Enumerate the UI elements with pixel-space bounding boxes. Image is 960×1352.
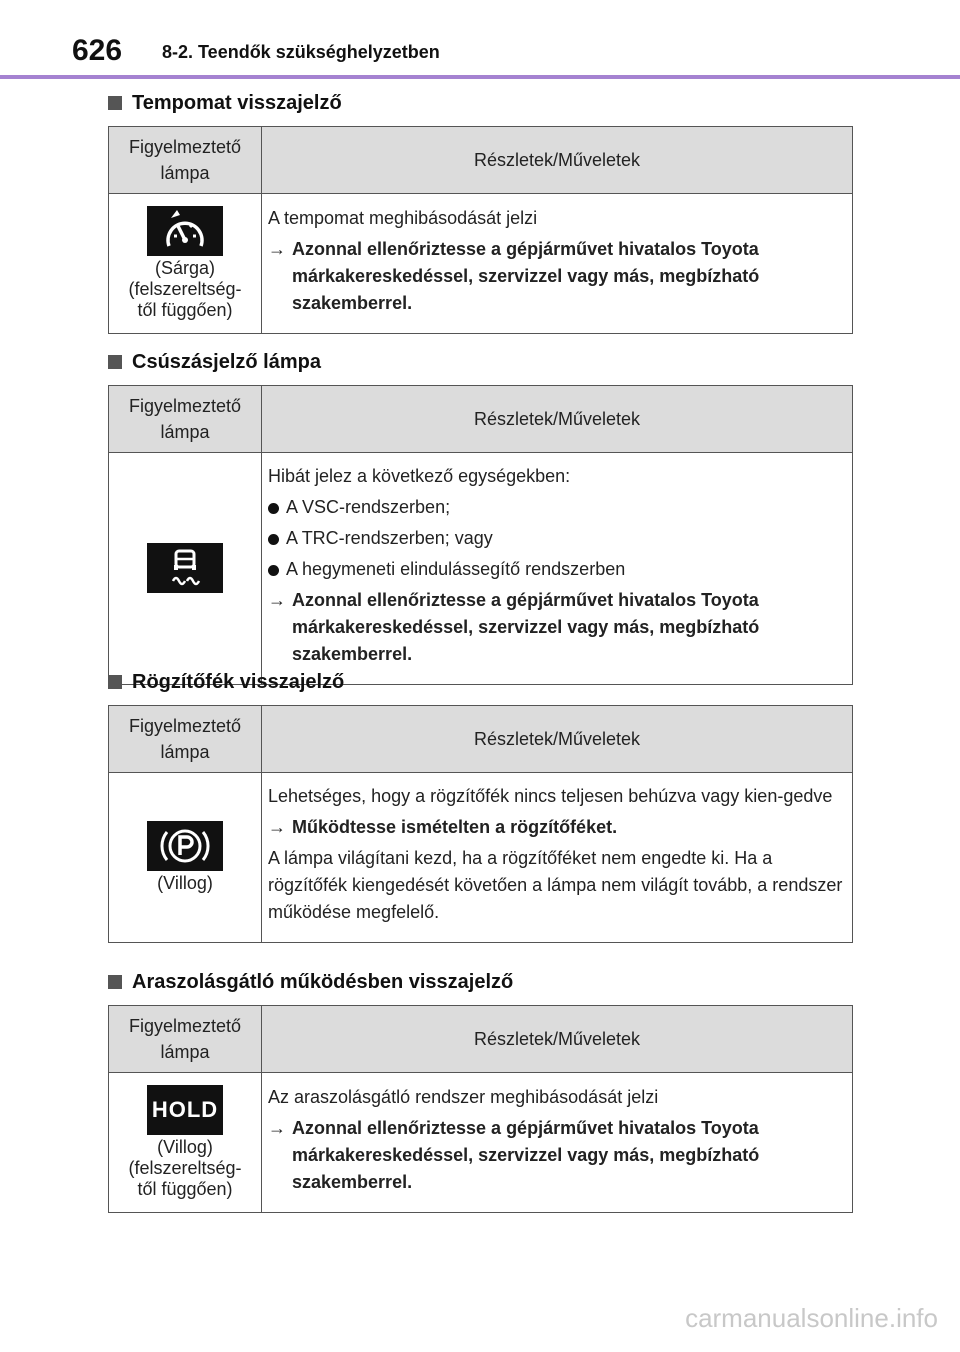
detail-text: A tempomat meghibásodását jelzi (268, 207, 538, 228)
detail-text: Hibát jelez a következő egységekben: (268, 466, 571, 486)
header-cell-lamp: Figyelmeztető lámpa (109, 386, 262, 453)
icon-cell: (Villog) (109, 773, 262, 943)
header-cell-lamp: Figyelmeztető lámpa (109, 1006, 262, 1073)
action-text: → Azonnal ellenőriztesse a gépjárművet hivatalos Toyota márkakereskedéssel, szervizzel vagy más, megbízható szakemberrel. (268, 1115, 844, 1196)
arrow-right-icon: → (268, 238, 286, 259)
section-title: Araszolásgátló működésben visszajelző (108, 971, 853, 1005)
list-item: A VSC-rendszerben; (268, 494, 844, 521)
detail-text: Az araszolásgátló rendszer meghibásodását jelzi (268, 1086, 659, 1107)
cruise-control-warning-icon (147, 206, 223, 256)
page-header (0, 0, 960, 80)
watermark: carmanualsonline.info (685, 1303, 938, 1333)
hold-indicator-icon (147, 1085, 223, 1135)
slip-indicator-icon (147, 543, 223, 593)
arrow-right-icon: → (268, 1117, 286, 1138)
parking-brake-icon (147, 821, 223, 871)
bullet-dot-icon (268, 565, 279, 576)
section-parking-brake (108, 671, 853, 943)
table-row (109, 1073, 853, 1213)
icon-cell: (Sárga) (felszereltség- től függően) (109, 194, 262, 334)
icon-cell: HOLD (Villog) (felszereltség- től függően) (109, 1073, 262, 1213)
table-row (109, 194, 853, 334)
table-row (109, 453, 853, 685)
bullet-dot-icon (268, 534, 279, 545)
detail-cell (262, 773, 853, 943)
arrow-right-icon: → (268, 590, 286, 610)
detail-cell (262, 453, 853, 685)
section-hold-indicator (108, 971, 853, 1213)
chapter-title: 8-2. Teendők szükséghelyzetben (162, 42, 440, 62)
arrow-right-icon: → (268, 817, 286, 837)
bullet-dot-icon (268, 503, 279, 514)
note-text: A lámpa világítani kezd, ha a rögzítőféket nem engedte ki. Ha a rögzítőfék kiengedését követően a lámpa nem világít tovább, a rendszer működése megfelelő. (268, 848, 843, 922)
square-bullet-icon (108, 96, 122, 110)
detail-cell (262, 1073, 853, 1213)
header-cell-details: Részletek/Műveletek (262, 1006, 853, 1073)
page-number: 626 (72, 34, 123, 67)
section-title: Rögzítőfék visszajelző (108, 671, 853, 705)
square-bullet-icon (108, 675, 122, 689)
section-slip-indicator (108, 351, 853, 685)
table-header-row (109, 127, 853, 194)
list-item: A hegymeneti elindulássegítő rendszerben (268, 556, 844, 583)
header-cell-details: Részletek/Műveletek (262, 386, 853, 453)
table-row (109, 773, 853, 943)
action-text: → Azonnal ellenőriztesse a gépjárművet hivatalos Toyota márkakereskedéssel, szervizzel vagy más, megbízható szakemberrel. (268, 587, 844, 668)
header-cell-details: Részletek/Műveletek (262, 706, 853, 773)
section-title: Csúszásjelző lámpa (108, 351, 853, 385)
action-text: → Azonnal ellenőriztesse a gépjárművet hivatalos Toyota márkakereskedéssel, szervizzel vagy más, megbízható szakemberrel. (268, 236, 844, 317)
detail-cell (262, 194, 853, 334)
header-cell-lamp: Figyelmeztető lámpa (109, 706, 262, 773)
header-rule (0, 75, 960, 79)
hold-icon-text: HOLD (151, 1097, 219, 1122)
header-cell-lamp: Figyelmeztető lámpa (109, 127, 262, 194)
header-cell-details: Részletek/Műveletek (262, 127, 853, 194)
table-header-row (109, 706, 853, 773)
detail-text: Lehetséges, hogy a rögzítőfék nincs teljesen behúzva vagy kien-gedve (268, 786, 833, 806)
list-item: A TRC-rendszerben; vagy (268, 525, 844, 552)
square-bullet-icon (108, 975, 122, 989)
warning-table (108, 385, 853, 685)
warning-table (108, 705, 853, 943)
warning-table (108, 126, 853, 334)
section-cruise-control (108, 92, 853, 334)
table-header-row (109, 386, 853, 453)
icon-cell (109, 453, 262, 685)
table-header-row (109, 1006, 853, 1073)
action-text: → Működtesse ismételten a rögzítőféket. (268, 814, 844, 841)
warning-table (108, 1005, 853, 1213)
section-title: Tempomat visszajelző (108, 92, 853, 126)
square-bullet-icon (108, 355, 122, 369)
